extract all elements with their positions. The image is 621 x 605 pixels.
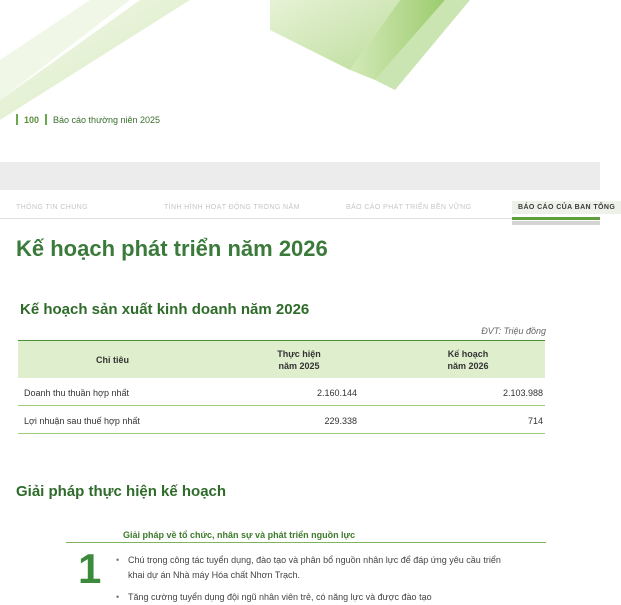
revenue-actual-2025: 2.160.144 bbox=[316, 388, 357, 398]
list-item bbox=[116, 553, 506, 583]
section-heading-solutions: Giải pháp thực hiện kế hoạch bbox=[16, 483, 227, 500]
row-label-profit: Lợi nhuận sau thuế hợp nhất bbox=[24, 416, 140, 426]
table-row bbox=[18, 408, 545, 434]
section-heading-business-plan: Kế hoạch sản xuất kinh doanh năm 2026 bbox=[20, 301, 310, 318]
row-label-revenue: Doanh thu thuần hợp nhất bbox=[24, 388, 129, 398]
header-divider bbox=[16, 114, 18, 125]
solution-divider bbox=[66, 542, 546, 543]
tab-board-report[interactable]: BÁO CÁO CỦA BAN TỔNG bbox=[512, 201, 621, 214]
report-title: Báo cáo thường niên 2025 bbox=[53, 114, 161, 125]
decorative-shapes bbox=[0, 0, 600, 160]
tab-operations[interactable]: TÌNH HÌNH HOẠT ĐỘNG TRONG NĂM bbox=[164, 204, 300, 211]
column-header-actual-2025: Thực hiện năm 2025 bbox=[277, 349, 321, 371]
profit-plan-2026: 714 bbox=[527, 416, 543, 426]
active-tab-indicator bbox=[512, 217, 600, 220]
bullet-text: Tăng cường tuyển dụng đội ngũ nhân viên trẻ, có năng lực và được đào tạo bbox=[128, 592, 432, 602]
top-decorative-banner bbox=[0, 0, 600, 160]
grey-band bbox=[0, 162, 600, 190]
table-header-row bbox=[18, 340, 545, 378]
section-tabs bbox=[0, 200, 616, 226]
bullet-text: Chú trọng công tác tuyển dụng, đào tạo và phân bổ nguồn nhân lực để đáp ứng yêu cầu triển khai dự án Nhà máy Hóa chất Nhơn Trạch. bbox=[128, 555, 501, 580]
unit-note: ĐVT: Triệu đồng bbox=[481, 326, 546, 336]
header-divider bbox=[45, 114, 47, 125]
column-header-indicator: Chỉ tiêu bbox=[96, 355, 129, 365]
tab-general-info[interactable]: THÔNG TIN CHUNG bbox=[16, 204, 88, 211]
solution-item-number: 1 bbox=[78, 545, 102, 592]
page-number: 100 bbox=[24, 114, 40, 125]
bullet-dot: • bbox=[116, 555, 120, 565]
solution-item-title: Giải pháp về tổ chức, nhân sự và phát triển nguồn lực bbox=[123, 530, 356, 540]
revenue-plan-2026: 2.103.988 bbox=[502, 388, 543, 398]
tab-divider bbox=[0, 218, 600, 219]
list-item bbox=[116, 590, 506, 605]
active-tab-shadow bbox=[512, 221, 600, 225]
table-row bbox=[18, 380, 545, 406]
column-header-plan-2026: Kế hoạch năm 2026 bbox=[447, 349, 489, 371]
page-header bbox=[16, 114, 160, 125]
page-title: Kế hoạch phát triển năm 2026 bbox=[16, 236, 328, 261]
tab-sustainability[interactable]: BÁO CÁO PHÁT TRIỂN BỀN VỮNG bbox=[346, 204, 472, 211]
bullet-dot: • bbox=[116, 592, 120, 602]
profit-actual-2025: 229.338 bbox=[324, 416, 357, 426]
